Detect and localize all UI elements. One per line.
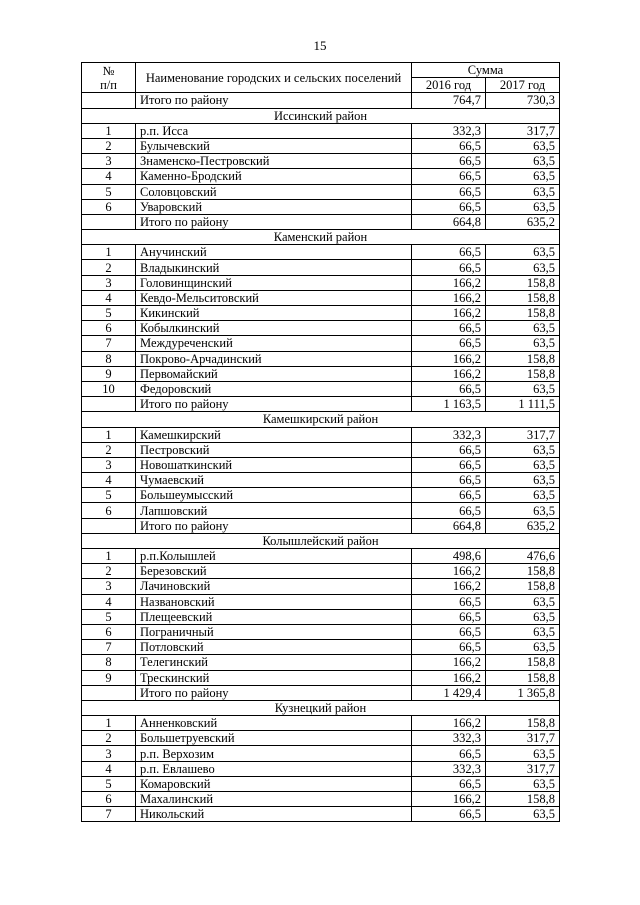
row-number: 6 (82, 199, 136, 214)
table-row (82, 154, 560, 169)
value-2017: 63,5 (486, 503, 560, 518)
settlement-name: Владыкинский (136, 260, 412, 275)
table-row (82, 807, 560, 822)
value-2016: 66,5 (412, 321, 486, 336)
settlement-name: Березовский (136, 564, 412, 579)
row-number (82, 518, 136, 533)
district-name: Каменский район (82, 230, 560, 245)
row-number (82, 214, 136, 229)
row-number: 2 (82, 138, 136, 153)
settlement-name: р.п.Колышлей (136, 549, 412, 564)
value-2017: 63,5 (486, 336, 560, 351)
value-2017: 476,6 (486, 549, 560, 564)
row-number: 8 (82, 351, 136, 366)
table-row (82, 579, 560, 594)
row-number: 5 (82, 488, 136, 503)
value-2016: 66,5 (412, 154, 486, 169)
total-row (82, 93, 560, 108)
district-header-row (82, 412, 560, 427)
row-number: 5 (82, 184, 136, 199)
row-number: 3 (82, 275, 136, 290)
value-2016: 66,5 (412, 473, 486, 488)
total-row (82, 518, 560, 533)
table-row (82, 381, 560, 396)
table-row (82, 169, 560, 184)
value-2017: 635,2 (486, 518, 560, 533)
settlement-name: Головинщинский (136, 275, 412, 290)
value-2016: 66,5 (412, 260, 486, 275)
row-number: 1 (82, 245, 136, 260)
table-row (82, 351, 560, 366)
settlement-name: Камешкирский (136, 427, 412, 442)
settlement-name: Телегинский (136, 655, 412, 670)
value-2016: 498,6 (412, 549, 486, 564)
settlement-name: Знаменско-Пестровский (136, 154, 412, 169)
row-number: 7 (82, 807, 136, 822)
row-number: 3 (82, 746, 136, 761)
row-number: 5 (82, 776, 136, 791)
allocation-table (81, 62, 560, 822)
row-number: 4 (82, 594, 136, 609)
table-row (82, 427, 560, 442)
row-number: 6 (82, 792, 136, 807)
table-row (82, 716, 560, 731)
settlement-name: Большеумысский (136, 488, 412, 503)
settlement-name: Итого по району (136, 518, 412, 533)
value-2017: 158,8 (486, 351, 560, 366)
value-2017: 63,5 (486, 154, 560, 169)
settlement-name: Итого по району (136, 214, 412, 229)
value-2016: 66,5 (412, 624, 486, 639)
settlement-name: Анненковский (136, 716, 412, 731)
settlement-name: Плещеевский (136, 609, 412, 624)
table-row (82, 594, 560, 609)
district-name: Иссинский район (82, 108, 560, 123)
value-2017: 158,8 (486, 579, 560, 594)
value-2016: 66,5 (412, 609, 486, 624)
settlement-name: Новошаткинский (136, 457, 412, 472)
district-name: Колышлейский район (82, 533, 560, 548)
value-2016: 166,2 (412, 655, 486, 670)
settlement-name: Соловцовский (136, 184, 412, 199)
settlement-name: р.п. Исса (136, 123, 412, 138)
value-2016: 66,5 (412, 640, 486, 655)
row-number: 4 (82, 290, 136, 305)
value-2016: 166,2 (412, 670, 486, 685)
table-row (82, 564, 560, 579)
value-2016: 166,2 (412, 579, 486, 594)
value-2016: 1 163,5 (412, 397, 486, 412)
row-number: 7 (82, 640, 136, 655)
value-2017: 635,2 (486, 214, 560, 229)
settlement-name: Итого по району (136, 397, 412, 412)
table-row (82, 184, 560, 199)
value-2016: 66,5 (412, 199, 486, 214)
value-2017: 63,5 (486, 199, 560, 214)
row-number (82, 685, 136, 700)
value-2017: 63,5 (486, 473, 560, 488)
row-number: 4 (82, 169, 136, 184)
value-2016: 166,2 (412, 275, 486, 290)
settlement-name: Итого по району (136, 685, 412, 700)
table-row (82, 245, 560, 260)
value-2016: 664,8 (412, 214, 486, 229)
row-number: 2 (82, 260, 136, 275)
value-2017: 63,5 (486, 184, 560, 199)
settlement-name: Лачиновский (136, 579, 412, 594)
settlement-name: р.п. Евлашево (136, 761, 412, 776)
total-row (82, 685, 560, 700)
row-number: 2 (82, 442, 136, 457)
table-row (82, 442, 560, 457)
table-row (82, 609, 560, 624)
value-2016: 66,5 (412, 381, 486, 396)
value-2016: 66,5 (412, 457, 486, 472)
row-number: 2 (82, 731, 136, 746)
value-2017: 317,7 (486, 427, 560, 442)
value-2017: 158,8 (486, 306, 560, 321)
row-number: 5 (82, 306, 136, 321)
row-number: 3 (82, 154, 136, 169)
table-row (82, 776, 560, 791)
row-number: 10 (82, 381, 136, 396)
settlement-name: Никольский (136, 807, 412, 822)
value-2016: 66,5 (412, 336, 486, 351)
settlement-name: Пограничный (136, 624, 412, 639)
value-2016: 166,2 (412, 564, 486, 579)
value-2016: 66,5 (412, 594, 486, 609)
value-2017: 730,3 (486, 93, 560, 108)
value-2017: 1 365,8 (486, 685, 560, 700)
district-name: Кузнецкий район (82, 700, 560, 715)
settlement-name: Лапшовский (136, 503, 412, 518)
table-row (82, 321, 560, 336)
value-2017: 63,5 (486, 624, 560, 639)
value-2017: 63,5 (486, 260, 560, 275)
settlement-name: Анучинский (136, 245, 412, 260)
table-row (82, 123, 560, 138)
value-2016: 66,5 (412, 442, 486, 457)
value-2017: 317,7 (486, 731, 560, 746)
value-2017: 63,5 (486, 640, 560, 655)
row-number: 1 (82, 716, 136, 731)
value-2016: 66,5 (412, 245, 486, 260)
value-2017: 63,5 (486, 442, 560, 457)
row-number: 8 (82, 655, 136, 670)
value-2016: 332,3 (412, 427, 486, 442)
table-row (82, 366, 560, 381)
value-2017: 63,5 (486, 138, 560, 153)
value-2016: 66,5 (412, 776, 486, 791)
row-number: 6 (82, 321, 136, 336)
table-row (82, 503, 560, 518)
table-row (82, 457, 560, 472)
row-number (82, 397, 136, 412)
page-number: 15 (313, 38, 327, 53)
value-2016: 66,5 (412, 746, 486, 761)
value-2016: 166,2 (412, 290, 486, 305)
value-2016: 166,2 (412, 716, 486, 731)
header-num (82, 63, 136, 93)
row-number: 2 (82, 564, 136, 579)
table-row (82, 655, 560, 670)
header-num-label: № п/п (100, 63, 117, 92)
settlement-name: Названовский (136, 594, 412, 609)
settlement-name: Чумаевский (136, 473, 412, 488)
settlement-name: Пестровский (136, 442, 412, 457)
row-number: 1 (82, 549, 136, 564)
value-2017: 63,5 (486, 609, 560, 624)
value-2017: 158,8 (486, 564, 560, 579)
row-number: 6 (82, 624, 136, 639)
district-header-row (82, 108, 560, 123)
value-2016: 66,5 (412, 184, 486, 199)
value-2016: 764,7 (412, 93, 486, 108)
settlement-name: Кикинский (136, 306, 412, 321)
table-row (82, 260, 560, 275)
row-number: 6 (82, 503, 136, 518)
value-2017: 158,8 (486, 290, 560, 305)
settlement-name: Трескинский (136, 670, 412, 685)
row-number: 4 (82, 761, 136, 776)
table-row (82, 746, 560, 761)
table-row (82, 761, 560, 776)
settlement-name: р.п. Верхозим (136, 746, 412, 761)
table-row (82, 290, 560, 305)
value-2016: 1 429,4 (412, 685, 486, 700)
district-header-row (82, 533, 560, 548)
settlement-name: Комаровский (136, 776, 412, 791)
table-row (82, 306, 560, 321)
value-2016: 66,5 (412, 503, 486, 518)
settlement-name: Кобылкинский (136, 321, 412, 336)
settlement-name: Покрово-Арчадинский (136, 351, 412, 366)
table-row (82, 624, 560, 639)
value-2016: 166,2 (412, 351, 486, 366)
table-row (82, 488, 560, 503)
settlement-name: Большетруевский (136, 731, 412, 746)
table-row (82, 640, 560, 655)
row-number: 9 (82, 366, 136, 381)
value-2017: 63,5 (486, 807, 560, 822)
settlement-name: Федоровский (136, 381, 412, 396)
table-row (82, 275, 560, 290)
table-row (82, 792, 560, 807)
table-row (82, 336, 560, 351)
value-2017: 63,5 (486, 776, 560, 791)
header-sum: Сумма (412, 63, 560, 78)
header-year-2017: 2017 год (486, 78, 560, 93)
value-2017: 63,5 (486, 594, 560, 609)
value-2017: 158,8 (486, 716, 560, 731)
value-2016: 66,5 (412, 138, 486, 153)
value-2017: 63,5 (486, 488, 560, 503)
value-2017: 63,5 (486, 169, 560, 184)
table-row (82, 138, 560, 153)
table-row (82, 670, 560, 685)
row-number: 4 (82, 473, 136, 488)
table-row (82, 473, 560, 488)
table-header (82, 63, 560, 93)
table-row (82, 199, 560, 214)
total-row (82, 214, 560, 229)
settlement-name: Потловский (136, 640, 412, 655)
district-header-row (82, 230, 560, 245)
value-2017: 158,8 (486, 655, 560, 670)
value-2016: 66,5 (412, 488, 486, 503)
district-header-row (82, 700, 560, 715)
settlement-name: Уваровский (136, 199, 412, 214)
row-number: 3 (82, 579, 136, 594)
value-2017: 63,5 (486, 457, 560, 472)
row-number: 5 (82, 609, 136, 624)
value-2017: 63,5 (486, 321, 560, 336)
value-2016: 664,8 (412, 518, 486, 533)
row-number: 9 (82, 670, 136, 685)
total-row (82, 397, 560, 412)
value-2016: 332,3 (412, 731, 486, 746)
settlement-name: Махалинский (136, 792, 412, 807)
value-2017: 317,7 (486, 123, 560, 138)
value-2017: 1 111,5 (486, 397, 560, 412)
table-body (82, 93, 560, 822)
row-number: 3 (82, 457, 136, 472)
value-2017: 63,5 (486, 381, 560, 396)
value-2016: 166,2 (412, 306, 486, 321)
row-number (82, 93, 136, 108)
value-2016: 166,2 (412, 792, 486, 807)
value-2017: 158,8 (486, 275, 560, 290)
value-2017: 158,8 (486, 366, 560, 381)
value-2017: 63,5 (486, 245, 560, 260)
table-row (82, 549, 560, 564)
row-number: 1 (82, 123, 136, 138)
row-number: 7 (82, 336, 136, 351)
value-2016: 332,3 (412, 123, 486, 138)
settlement-name: Междуреченский (136, 336, 412, 351)
settlement-name: Булычевский (136, 138, 412, 153)
row-number: 1 (82, 427, 136, 442)
settlement-name: Итого по району (136, 93, 412, 108)
value-2016: 66,5 (412, 169, 486, 184)
value-2017: 158,8 (486, 792, 560, 807)
value-2016: 332,3 (412, 761, 486, 776)
value-2017: 63,5 (486, 746, 560, 761)
settlement-name: Первомайский (136, 366, 412, 381)
value-2016: 66,5 (412, 807, 486, 822)
value-2016: 166,2 (412, 366, 486, 381)
header-year-2016: 2016 год (412, 78, 486, 93)
header-name: Наименование городских и сельских поселений (136, 63, 412, 93)
district-name: Камешкирский район (82, 412, 560, 427)
table-row (82, 731, 560, 746)
value-2017: 317,7 (486, 761, 560, 776)
settlement-name: Каменно-Бродский (136, 169, 412, 184)
settlement-name: Кевдо-Мельситовский (136, 290, 412, 305)
value-2017: 158,8 (486, 670, 560, 685)
